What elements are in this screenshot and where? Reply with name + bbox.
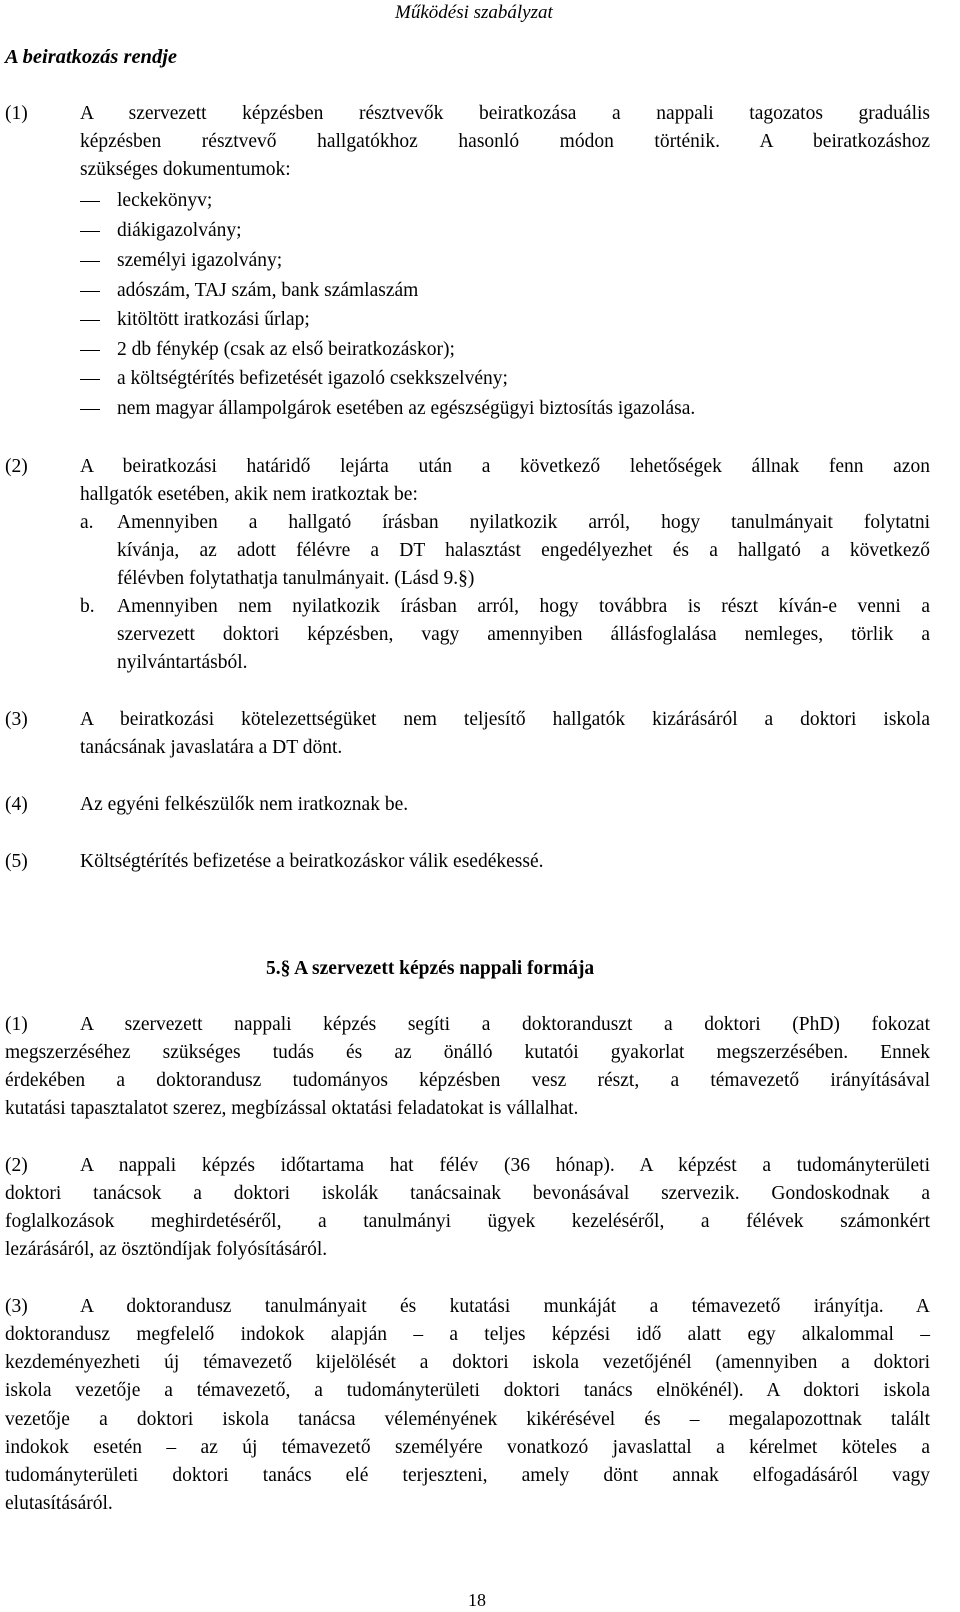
sub-item-label: a. — [80, 512, 94, 533]
paragraph-number: (1) — [5, 1014, 28, 1035]
text-line: félévben folytathatja tanulmányait. (Lásd 9.§) — [117, 568, 475, 589]
list-item: kitöltött iratkozási űrlap; — [117, 309, 310, 330]
text-line: iskola vezetője a témavezető, a tudományterületi doktori tanács elnökénél). A doktori iskola — [5, 1380, 930, 1401]
text-line: A szervezett képzésben résztvevők beiratkozása a nappali tagozatos graduális — [80, 103, 930, 124]
text-line: foglalkozások meghirdetéséről, a tanulmányi ügyek kezeléséről, a félévek számonkért — [5, 1211, 930, 1232]
page-number: 18 — [468, 1590, 486, 1610]
text-line: kutatási tapasztalatot szerez, megbízással oktatási feladatokat is vállalhat. — [5, 1098, 579, 1119]
list-item: diákigazolvány; — [117, 220, 242, 241]
text-line: doktorandusz megfelelő indokok alapján – a teljes képzési idő alatt egy alkalommal – — [5, 1324, 930, 1345]
text-line: elutasításáról. — [5, 1493, 113, 1514]
paragraph-number: (5) — [5, 851, 28, 872]
text-line: A nappali képzés időtartama hat félév (36 hónap). A képzést a tudományterületi — [80, 1155, 930, 1176]
dash-bullet — [80, 261, 100, 262]
list-item: nem magyar állampolgárok esetében az egészségügyi biztosítás igazolása. — [117, 398, 696, 419]
section-heading: 5.§ A szervezett képzés nappali formája — [266, 958, 595, 979]
paragraph-number: (3) — [5, 709, 28, 730]
paragraph-number: (4) — [5, 794, 28, 815]
text-line: tudományterületi doktori tanács elé terjeszteni, amely dönt annak elfogadásáról vagy — [5, 1465, 930, 1486]
text-line: Költségtérítés befizetése a beiratkozáskor válik esedékessé. — [80, 851, 544, 872]
text-line: Amennyiben nem nyilatkozik írásban arról, hogy továbbra is részt kíván-e venni a — [117, 596, 930, 617]
text-line: megszerzéséhez szükséges tudás és az önálló kutatói gyakorlat megszerzésében. Ennek — [5, 1042, 930, 1063]
text-line: Amennyiben a hallgató írásban nyilatkozik arról, hogy tanulmányait folytatni — [117, 512, 930, 533]
sub-item-label: b. — [80, 596, 95, 617]
text-line: vezetője a doktori iskola tanácsa véleményének kikérésével és – megalapozottnak talált — [5, 1409, 930, 1430]
paragraph-number: (1) — [5, 103, 28, 124]
list-item: adószám, TAJ szám, bank számlaszám — [117, 280, 419, 301]
text-line: tanácsának javaslatára a DT dönt. — [80, 737, 343, 758]
text-line: A beiratkozási kötelezettségüket nem teljesítő hallgatók kizárásáról a doktori iskola — [80, 709, 930, 730]
text-line: A beiratkozási határidő lejárta után a következő lehetőségek állnak fenn azon — [80, 456, 930, 477]
text-line: szükséges dokumentumok: — [80, 159, 291, 180]
text-line: szervezett doktori képzésben, vagy amennyiben állásfoglalása nemleges, törlik a — [117, 624, 930, 645]
text-line: lezárásáról, az ösztöndíjak folyósításáról. — [5, 1239, 328, 1260]
dash-bullet — [80, 320, 100, 321]
text-line: doktori tanácsok a doktori iskolák tanácsainak bevonásával szervezik. Gondoskodnak a — [5, 1183, 930, 1204]
paragraph-number: (3) — [5, 1296, 28, 1317]
text-line: képzésben résztvevő hallgatókhoz hasonló módon történik. A beiratkozáshoz — [80, 131, 930, 152]
dash-bullet — [80, 231, 100, 232]
text-line: kezdeményezheti új témavezető kijelölését a doktori iskola vezetőjénél (amennyiben a doktori — [5, 1352, 930, 1373]
dash-bullet — [80, 201, 100, 202]
list-item: személyi igazolvány; — [117, 250, 283, 271]
section-title: A beiratkozás rendje — [5, 46, 177, 68]
text-line: indokok esetén – az új témavezető személyére vonatkozó javaslattal a kérelmet köteles a — [5, 1437, 930, 1458]
text-line: A szervezett nappali képzés segíti a doktoranduszt a doktori (PhD) fokozat — [80, 1014, 930, 1035]
list-item: a költségtérítés befizetését igazoló csekkszelvény; — [117, 368, 508, 389]
dash-bullet — [80, 350, 100, 351]
paragraph-number: (2) — [5, 456, 28, 477]
text-line: A doktorandusz tanulmányait és kutatási munkáját a témavezető irányítja. A — [80, 1296, 930, 1317]
paragraph-number: (2) — [5, 1155, 28, 1176]
dash-bullet — [80, 379, 100, 380]
text-line: érdekében a doktorandusz tudományos képzésben vesz részt, a témavezető irányításával — [5, 1070, 930, 1091]
text-line: Az egyéni felkészülők nem iratkoznak be. — [80, 794, 409, 815]
text-line: kívánja, az adott félévre a DT halasztást engedélyezhet és a hallgató a következő — [117, 540, 930, 561]
text-line: nyilvántartásból. — [117, 652, 248, 673]
dash-bullet — [80, 409, 100, 410]
text-line: hallgatók esetében, akik nem iratkoztak be: — [80, 484, 418, 505]
running-header: Működési szabályzat — [395, 2, 553, 23]
list-item: leckekönyv; — [117, 190, 213, 211]
list-item: 2 db fénykép (csak az első beiratkozáskor); — [117, 339, 455, 360]
dash-bullet — [80, 291, 100, 292]
